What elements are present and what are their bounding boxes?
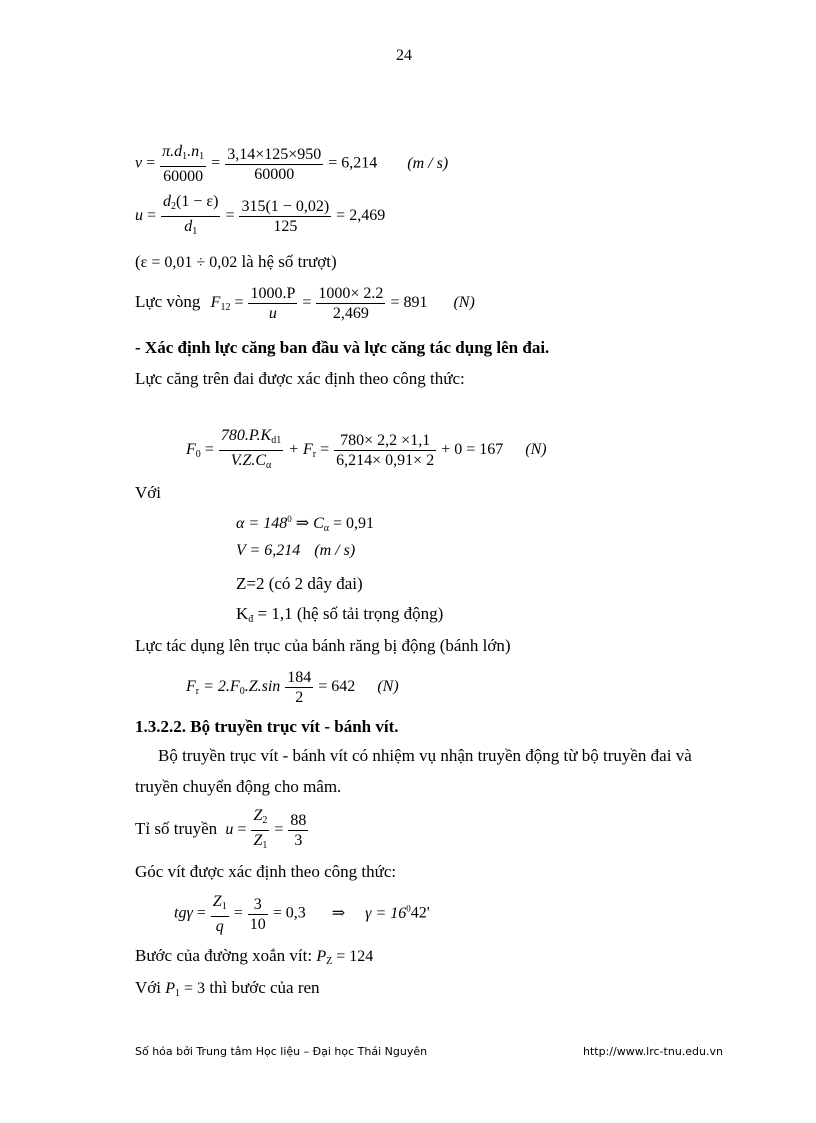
gear-ratio-line: Tỉ số truyền u = $\frac{Z_2}{Z_1}$ = $\frac{88}{3}$ xyxy=(135,806,309,855)
page-number: 24 xyxy=(396,47,412,64)
ratio-fraction-numeric: $\frac{88}{3}$ xyxy=(290,812,307,849)
tg-fraction-numeric: $\frac{3}{10}$ xyxy=(249,895,266,933)
v-fraction-symbolic: $\frac{\pi.d_1.n_1}{60000}$ xyxy=(162,143,205,185)
v-result: 6,214 xyxy=(341,154,378,172)
load-factor-line: $K_đ = 1,1$ (hệ số tải trọng động) xyxy=(236,604,444,625)
v-symbol: v xyxy=(135,154,143,172)
paragraph-shaft-force: Lực tác dụng lên trục của bánh răng bị động (bánh lớn) xyxy=(135,636,511,655)
ratio-fraction-symbolic: $\frac{Z_2}{Z_1}$ xyxy=(253,807,268,851)
force-fraction-numeric: $\frac{1000\times 2.2}{2,469}$ xyxy=(318,285,384,322)
footer-url[interactable]: http://www.lrc-tnu.edu.vn xyxy=(583,1045,723,1058)
belt-count-line: Z=2 (có 2 dây đai) xyxy=(236,574,363,593)
f0-fraction-symbolic: $\frac{780.P.K_{d1}}{V.Z.C_\alpha}$ xyxy=(220,427,282,471)
velocity-line: V = 6,214 (m / s) xyxy=(236,542,356,559)
tg-fraction-symbolic: $\frac{Z_1}{q}$ xyxy=(212,893,227,935)
alpha-line: $\alpha = 148^0$ ⇒ $C_\alpha = 0,91$ xyxy=(236,514,375,534)
v-fraction-numeric: $\frac{3,14\times 125\times 950}{60000}$ xyxy=(227,145,322,183)
initial-tension-equation: $F_0$ = $\frac{780.P.K_{d1}}{V.Z.C_\alpha}$ + $F_r$ = $\frac{780\times 2,2 \times 1,1}{6,214\times 0,91\times 2}$ + 0 = 167 (N) xyxy=(186,426,547,475)
force-fraction-symbolic: $\frac{1000.P}{u}$ xyxy=(250,285,296,322)
sin-fraction: $\frac{184}{2}$ xyxy=(287,669,312,706)
section-heading-tension: - Xác định lực căng ban đầu và lực căng tác dụng lên đai. xyxy=(135,338,550,357)
section-heading-worm-gear: 1.3.2.2. Bộ truyền trục vít - bánh vít. xyxy=(135,717,399,736)
helix-angle-equation: tgγ = $\frac{Z_1}{q}$ = $\frac{3}{10}$ = 0,3 ⇒ $\gamma = 16^042'$ xyxy=(174,893,430,935)
paragraph-worm-gear-line1: Bộ truyền trục vít - bánh vít có nhiệm vụ nhận truyền động từ bộ truyền đai và xyxy=(158,746,692,765)
shaft-force-equation: $F_r = 2.F_0.Z.\sin$ $\frac{184}{2}$ = 642 (N) xyxy=(186,669,399,706)
helix-pitch-line: Bước của đường xoắn vít: $P_Z = 124$ xyxy=(135,946,374,967)
footer-left: Số hóa bởi Trung tâm Học liệu – Đại học Thái Nguyên xyxy=(135,1045,428,1058)
paragraph-tension-formula: Lực căng trên đai được xác định theo công thức: xyxy=(135,369,465,388)
paragraph-helix-angle: Góc vít được xác định theo công thức: xyxy=(135,862,397,881)
with-label: Với xyxy=(135,483,161,502)
tangential-force-line: Lực vòng $F_{12}$ = $\frac{1000.P}{u}$ = $\frac{1000\times 2.2}{2,469}$ = 891 (N) xyxy=(135,285,475,322)
thread-pitch-line: Với $P_1 = 3$ thì bước của ren xyxy=(135,978,320,999)
paragraph-worm-gear-line2: truyền chuyển động cho mâm. xyxy=(135,777,342,796)
epsilon-note: (ε = 0,01 ÷ 0,02 là hệ số trượt) xyxy=(135,252,337,271)
u-fraction-numeric: $\frac{315(1 - 0,02)}{125}$ xyxy=(241,198,330,235)
v-unit: (m / s) xyxy=(407,154,449,172)
f0-fraction-numeric: $\frac{780\times 2,2 \times 1,1}{6,214\times 0,91\times 2}$ xyxy=(336,432,435,469)
u-result: 2,469 xyxy=(349,207,386,225)
u-fraction-symbolic: $\frac{d_2(1 - \varepsilon)}{d_1}$ xyxy=(163,193,219,237)
ratio-u-equation: u = $\frac{d_2(1 - \varepsilon)}{d_1}$ = $\frac{315(1 - 0,02)}{125}$ = 2,469 xyxy=(135,192,385,241)
tangential-force-label: Lực vòng xyxy=(135,292,201,312)
velocity-equation: v = $\frac{\pi.d_1.n_1}{60000}$ = $\frac{3,14\times 125\times 950}{60000}$ = 6,214 (m / s) xyxy=(135,143,449,185)
